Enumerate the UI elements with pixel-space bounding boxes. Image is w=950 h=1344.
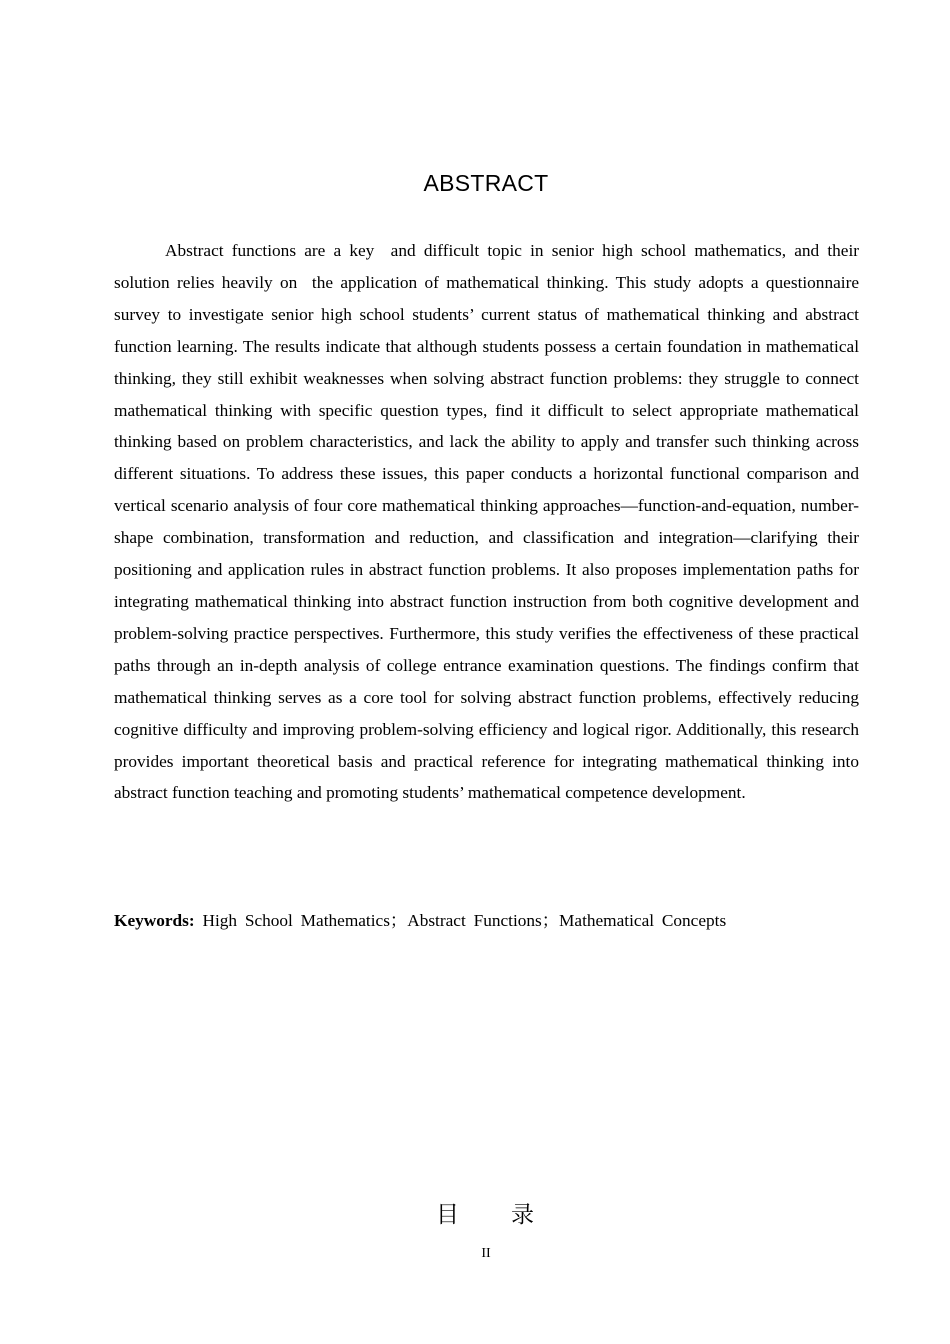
table-of-contents-heading: 目 录 bbox=[436, 1202, 536, 1228]
keywords-label: Keywords: bbox=[114, 911, 195, 930]
page-number: II bbox=[481, 1246, 491, 1261]
abstract-heading: ABSTRACT bbox=[423, 170, 549, 196]
abstract-body: Abstract functions are a key and difficult topic in senior high school mathematics, and their solution relies heavily on the application of mathematical thinking. This study adopts a questionnaire survey to investigate senior high school students’ current status of mathematical thinking and abstract function learning. The results indicate that although students possess a certain foundation in mathematical thinking, they still exhibit weaknesses when solving abstract function problems: they struggle to connect mathematical thinking with specific question types, find it difficult to select appropriate mathematical thinking based on problem characteristics, and lack the ability to apply and transfer such thinking across different situations. To address these issues, this paper conducts a horizontal functional comparison and vertical scenario analysis of four core mathematical thinking approaches—function-and-equation, number-shape combination, transformation and reduction, and classification and integration—clarifying their positioning and application rules in abstract function problems. It also proposes implementation paths for integrating mathematical thinking into abstract function instruction from both cognitive development and problem-solving practice perspectives. Furthermore, this study verifies the effectiveness of these practical paths through an in-depth analysis of college entrance examination questions. The findings confirm that mathematical thinking serves as a core tool for solving abstract function problems, effectively reducing cognitive difficulty and improving problem-solving efficiency and logical rigor. Additionally, this research provides important theoretical basis and practical reference for integrating mathematical thinking into abstract function teaching and promoting students’ mathematical competence development. bbox=[114, 241, 864, 803]
keywords-line bbox=[114, 905, 859, 937]
keywords-text: High School Mathematics；Abstract Functions；Mathematical Concepts bbox=[202, 911, 727, 930]
